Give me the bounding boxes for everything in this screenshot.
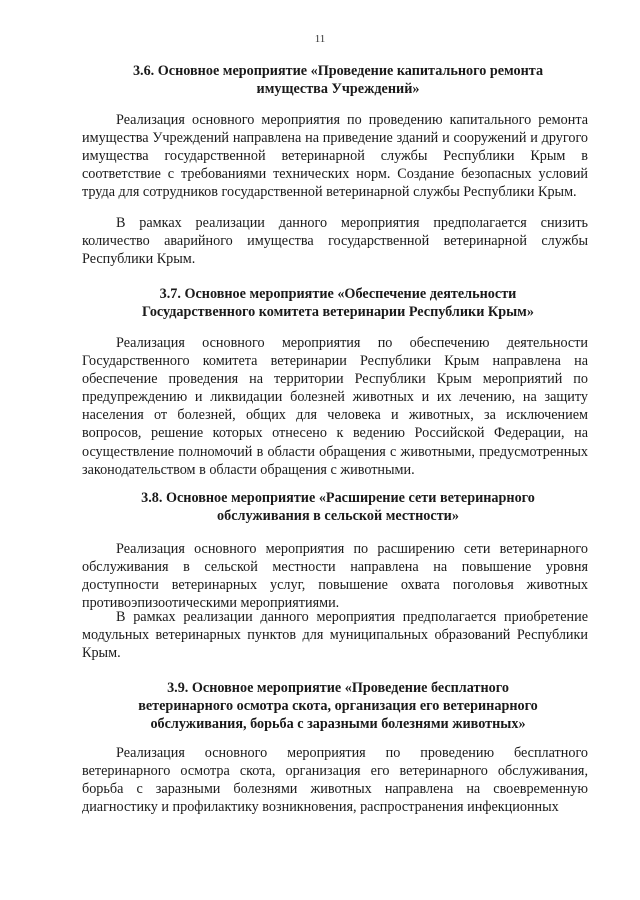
- section-heading-3-9: [108, 679, 568, 733]
- paragraph: Реализация основного мероприятия по расширению сети ветеринарного обслуживания в сельской местности направлена на повышение уровня доступности ветеринарных услуг, повышение охвата поголовья животных противоэпизоотическими мероприятиями.: [82, 541, 588, 612]
- heading-line: Государственного комитета ветеринарии Республики Крым»: [142, 304, 534, 320]
- paragraph: В рамках реализации данного мероприятия предполагается снизить количество аварийного имущества государственной ветеринарной службы Республики Крым.: [82, 215, 588, 268]
- paragraph: Реализация основного мероприятия по обеспечению деятельности Государственного комитета ветеринарии Республики Крым направлена на обеспечение проведения на территории Республики Крым мероприятий по предупреждению и ликвидации болезней животных и их лечению, на защиту населения от болезней, общих для человека и животных, за исключением вопросов, решение которых отнесено к ведению Российской Федерации, на осуществление полномочий в области обращения с животными, предусмотренных законодательством в области обращения с животными.: [82, 335, 588, 478]
- heading-line: ветеринарного осмотра скота, организация его ветеринарного: [138, 698, 538, 714]
- heading-line: обслуживания в сельской местности»: [217, 508, 459, 524]
- paragraph: В рамках реализации данного мероприятия предполагается приобретение модульных ветеринарных пунктов для муниципальных образований Республики Крым.: [82, 609, 588, 662]
- section-heading-3-8: [108, 489, 568, 525]
- heading-line: имущества Учреждений»: [256, 81, 420, 97]
- heading-line: 3.9. Основное мероприятие «Проведение бесплатного: [167, 680, 509, 696]
- paragraph: Реализация основного мероприятия по проведению бесплатного ветеринарного осмотра скота, организация его ветеринарного обслуживания, борьба с заразными болезнями животных направлена на своевременную диагностику и профилактику возникновения, распространения инфекционных: [82, 745, 588, 816]
- page-number: 11: [314, 33, 326, 45]
- heading-line: 3.6. Основное мероприятие «Проведение капитального ремонта: [132, 63, 544, 79]
- heading-line: 3.7. Основное мероприятие «Обеспечение деятельности: [159, 286, 517, 302]
- heading-line: 3.8. Основное мероприятие «Расширение сети ветеринарного: [141, 490, 535, 506]
- paragraph: Реализация основного мероприятия по проведению капитального ремонта имущества Учреждений направлена на приведение зданий и сооружений и другого имущества государственной ветеринарной службы Республики Крым в соответствие с требованиями технических норм. Создание безопасных условий труда для сотрудников государственной ветеринарной службы Республики Крым.: [82, 112, 588, 201]
- section-heading-3-6: [108, 62, 568, 98]
- heading-line: обслуживания, борьба с заразными болезнями животных»: [150, 716, 526, 732]
- section-heading-3-7: [108, 285, 568, 321]
